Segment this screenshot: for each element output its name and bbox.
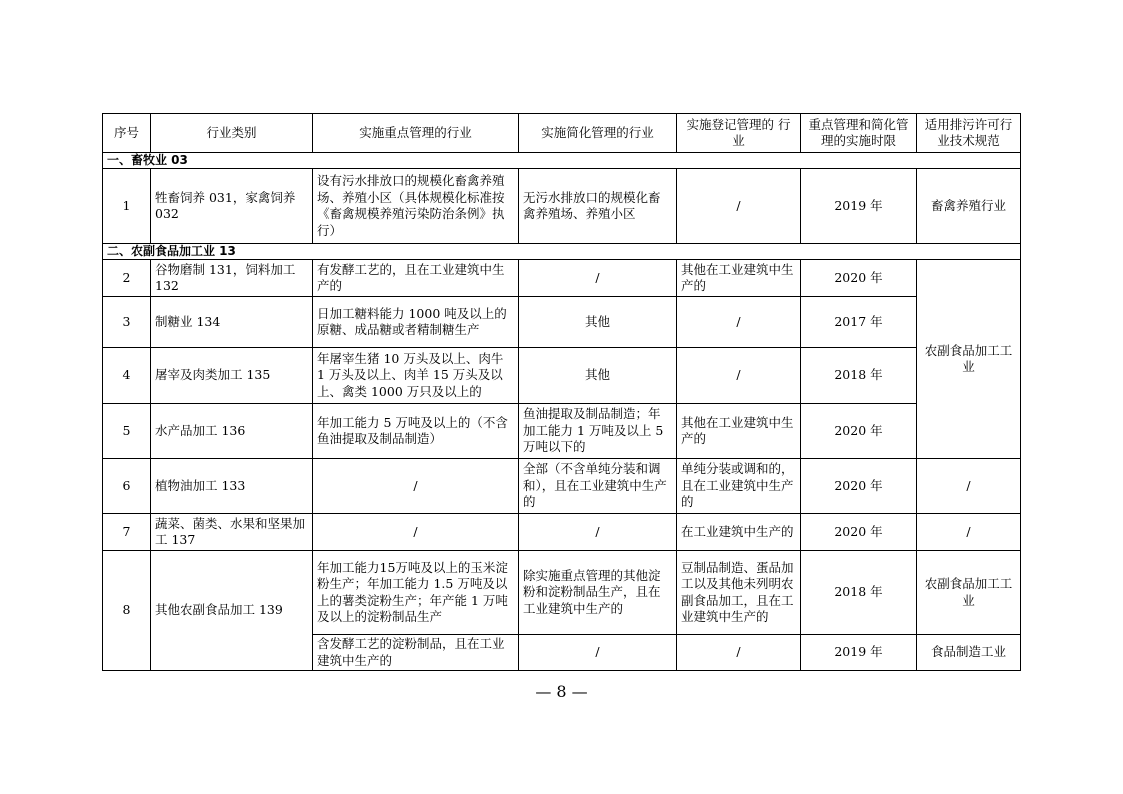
row-key-management: 年加工能力15万吨及以上的玉米淀粉生产；年加工能力 1.5 万吨及以上的薯类淀粉生产；年产能 1 万吨及以上的淀粉制品生产	[313, 551, 519, 635]
table-row	[103, 297, 1021, 348]
row-seq: 4	[103, 348, 151, 404]
row-technical-spec: /	[917, 514, 1021, 551]
table-row	[103, 348, 1021, 404]
row-category: 蔬菜、菌类、水果和坚果加工 137	[151, 514, 313, 551]
row-registration-management: /	[677, 297, 801, 348]
regulation-table-container	[102, 113, 1020, 671]
row-simplified-management: /	[519, 514, 677, 551]
row-technical-spec: 畜禽养殖行业	[917, 169, 1021, 244]
row-registration-management: 单纯分装或调和的，且在工业建筑中生产的	[677, 459, 801, 514]
row-seq: 3	[103, 297, 151, 348]
row-key-management: /	[313, 514, 519, 551]
industry-management-table	[102, 113, 1021, 671]
row-category: 牲畜饲养 031，家禽饲养 032	[151, 169, 313, 244]
row-time-limit: 2020 年	[801, 514, 917, 551]
header-key-management: 实施重点管理的行业	[313, 114, 519, 153]
row-time-limit: 2018 年	[801, 551, 917, 635]
page-number: — 8 —	[535, 682, 588, 701]
row-time-limit: 2020 年	[801, 260, 917, 297]
row-key-management: 年加工能力 5 万吨及以上的（不含鱼油提取及制品制造）	[313, 404, 519, 459]
row-seq: 5	[103, 404, 151, 459]
section-title: 二、农副食品加工业 13	[103, 244, 1021, 260]
row-seq: 7	[103, 514, 151, 551]
row-key-management: 含发酵工艺的淀粉制品，且在工业建筑中生产的	[313, 635, 519, 671]
row-simplified-management: 除实施重点管理的其他淀粉和淀粉制品生产，且在工业建筑中生产的	[519, 551, 677, 635]
table-row	[103, 404, 1021, 459]
row-simplified-management: 鱼油提取及制品制造；年加工能力 1 万吨及以上 5 万吨以下的	[519, 404, 677, 459]
row-simplified-management: 其他	[519, 297, 677, 348]
header-simplified-management: 实施简化管理的行业	[519, 114, 677, 153]
row-category: 屠宰及肉类加工 135	[151, 348, 313, 404]
row-registration-management: 在工业建筑中生产的	[677, 514, 801, 551]
row-registration-management: /	[677, 169, 801, 244]
row-registration-management: 其他在工业建筑中生产的	[677, 260, 801, 297]
table-row	[103, 514, 1021, 551]
row-time-limit: 2019 年	[801, 635, 917, 671]
row-time-limit: 2018 年	[801, 348, 917, 404]
row-simplified-management: /	[519, 635, 677, 671]
table-row	[103, 551, 1021, 635]
row-key-management: 日加工糖料能力 1000 吨及以上的原糖、成品糖或者精制糖生产	[313, 297, 519, 348]
table-row	[103, 169, 1021, 244]
row-key-management: 年屠宰生猪 10 万头及以上、肉牛 1 万头及以上、肉羊 15 万头及以上、禽类 1000 万只及以上的	[313, 348, 519, 404]
row-category: 谷物磨制 131，饲料加工 132	[151, 260, 313, 297]
row-time-limit: 2020 年	[801, 459, 917, 514]
table-header-row	[103, 114, 1021, 153]
section-row-agri-food	[103, 244, 1021, 260]
table-row	[103, 260, 1021, 297]
row-technical-spec: 食品制造工业	[917, 635, 1021, 671]
header-time-limit: 重点管理和简化管理的实施时限	[801, 114, 917, 153]
row-category: 制糖业 134	[151, 297, 313, 348]
row-time-limit: 2020 年	[801, 404, 917, 459]
row-category: 植物油加工 133	[151, 459, 313, 514]
row-seq: 1	[103, 169, 151, 244]
header-technical-spec: 适用排污许可行业技术规范	[917, 114, 1021, 153]
header-category: 行业类别	[151, 114, 313, 153]
row-category: 其他农副食品加工 139	[151, 551, 313, 671]
row-key-management: 设有污水排放口的规模化畜禽养殖场、养殖小区（具体规模化标准按《畜禽规模养殖污染防治条例》执行）	[313, 169, 519, 244]
row-seq: 6	[103, 459, 151, 514]
row-registration-management: /	[677, 635, 801, 671]
row-registration-management: /	[677, 348, 801, 404]
row-time-limit: 2017 年	[801, 297, 917, 348]
table-row	[103, 459, 1021, 514]
row-technical-spec: 农副食品加工工业	[917, 551, 1021, 635]
row-registration-management: 豆制品制造、蛋品加工以及其他未列明农副食品加工，且在工业建筑中生产的	[677, 551, 801, 635]
section-row-livestock	[103, 153, 1021, 169]
row-technical-spec: 农副食品加工工业	[917, 260, 1021, 459]
row-simplified-management: 全部（不含单纯分装和调和），且在工业建筑中生产的	[519, 459, 677, 514]
row-simplified-management: 其他	[519, 348, 677, 404]
row-seq: 8	[103, 551, 151, 671]
row-key-management: 有发酵工艺的，且在工业建筑中生产的	[313, 260, 519, 297]
row-seq: 2	[103, 260, 151, 297]
row-simplified-management: /	[519, 260, 677, 297]
row-simplified-management: 无污水排放口的规模化畜禽养殖场、养殖小区	[519, 169, 677, 244]
row-time-limit: 2019 年	[801, 169, 917, 244]
row-technical-spec: /	[917, 459, 1021, 514]
row-category: 水产品加工 136	[151, 404, 313, 459]
header-registration-management: 实施登记管理的 行 业	[677, 114, 801, 153]
header-seq: 序号	[103, 114, 151, 153]
row-key-management: /	[313, 459, 519, 514]
section-title: 一、畜牧业 03	[103, 153, 1021, 169]
row-registration-management: 其他在工业建筑中生产的	[677, 404, 801, 459]
